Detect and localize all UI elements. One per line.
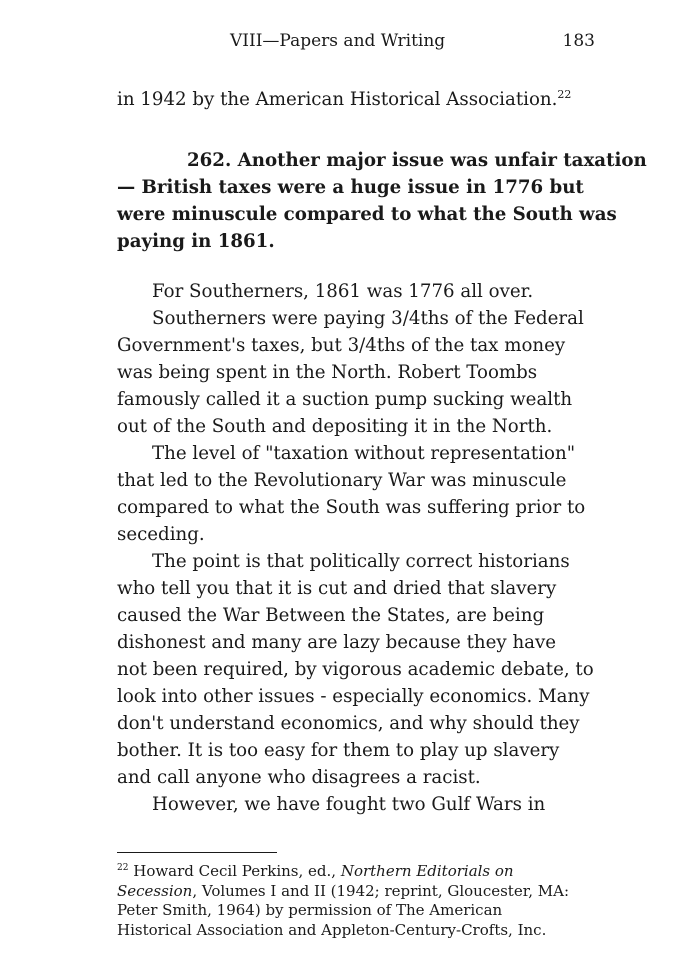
text-line: Government's taxes, but 3/4ths of the tax money bbox=[117, 335, 566, 356]
footnote-title: Northern Editorials on bbox=[340, 862, 514, 880]
footnote-number: 22 bbox=[117, 863, 129, 873]
footnote-line: Peter Smith, 1964) by permission of The American bbox=[117, 901, 503, 919]
text-line: that led to the Revolutionary War was minuscule bbox=[117, 470, 567, 491]
paragraph bbox=[117, 440, 599, 548]
text-line: was being spent in the North. Robert Toombs bbox=[117, 362, 538, 383]
body-text bbox=[117, 278, 599, 818]
footnote-divider bbox=[117, 852, 277, 853]
paragraph bbox=[117, 548, 599, 791]
text-line: look into other issues - especially economics. Many bbox=[117, 686, 590, 707]
text-line: caused the War Between the States, are being bbox=[117, 605, 545, 626]
footnote-author: Howard Cecil Perkins, ed., bbox=[133, 862, 341, 880]
text-line: and call anyone who disagrees a racist. bbox=[117, 767, 481, 788]
paragraph bbox=[117, 791, 599, 818]
footnote-reference: 22 bbox=[557, 87, 572, 101]
chapter-title: VIII—Papers and Writing bbox=[230, 31, 446, 51]
text-line: seceding. bbox=[117, 524, 205, 545]
footnote-line bbox=[117, 862, 599, 882]
footnote-line: Historical Association and Appleton-Century-Crofts, Inc. bbox=[117, 920, 547, 939]
text-line: out of the South and depositing it in the North. bbox=[117, 416, 553, 437]
paragraph bbox=[117, 305, 599, 440]
text-line: dishonest and many are lazy because they have bbox=[117, 632, 557, 653]
text-line: not been required, by vigorous academic debate, to bbox=[117, 659, 594, 680]
text-line: The point is that politically correct historians bbox=[152, 551, 570, 572]
text-line: bother. It is too easy for them to play up slavery bbox=[117, 740, 560, 761]
heading-line: paying in 1861. bbox=[117, 231, 275, 252]
text-line: However, we have fought two Gulf Wars in bbox=[152, 794, 546, 815]
text-line: compared to what the South was suffering prior to bbox=[117, 497, 586, 518]
footnote bbox=[117, 862, 599, 940]
heading-line: 262. Another major issue was unfair taxation bbox=[187, 150, 647, 171]
text-line: don't understand economics, and why should they bbox=[117, 713, 580, 734]
text-line: who tell you that it is cut and dried that slavery bbox=[117, 578, 557, 599]
footnote-details: , Volumes I and II (1942; reprint, Gloucester, MA: bbox=[192, 881, 570, 900]
section-heading bbox=[117, 147, 647, 255]
opening-text: in 1942 by the American Historical Association. bbox=[117, 89, 558, 110]
page-number: 183 bbox=[562, 31, 595, 51]
text-line: Southerners were paying 3/4ths of the Federal bbox=[152, 308, 584, 329]
running-header bbox=[117, 31, 597, 55]
footnote-title-cont: Secession bbox=[117, 881, 193, 900]
heading-line: were minuscule compared to what the South was bbox=[117, 204, 617, 225]
paragraph bbox=[117, 278, 599, 305]
text-line: The level of "taxation without representation" bbox=[152, 443, 576, 464]
heading-line: — British taxes were a huge issue in 1776 but bbox=[117, 177, 584, 198]
opening-line bbox=[117, 86, 599, 113]
text-line: For Southerners, 1861 was 1776 all over. bbox=[152, 281, 534, 302]
text-line: famously called it a suction pump sucking wealth bbox=[117, 389, 573, 410]
footnote-line bbox=[117, 882, 599, 902]
